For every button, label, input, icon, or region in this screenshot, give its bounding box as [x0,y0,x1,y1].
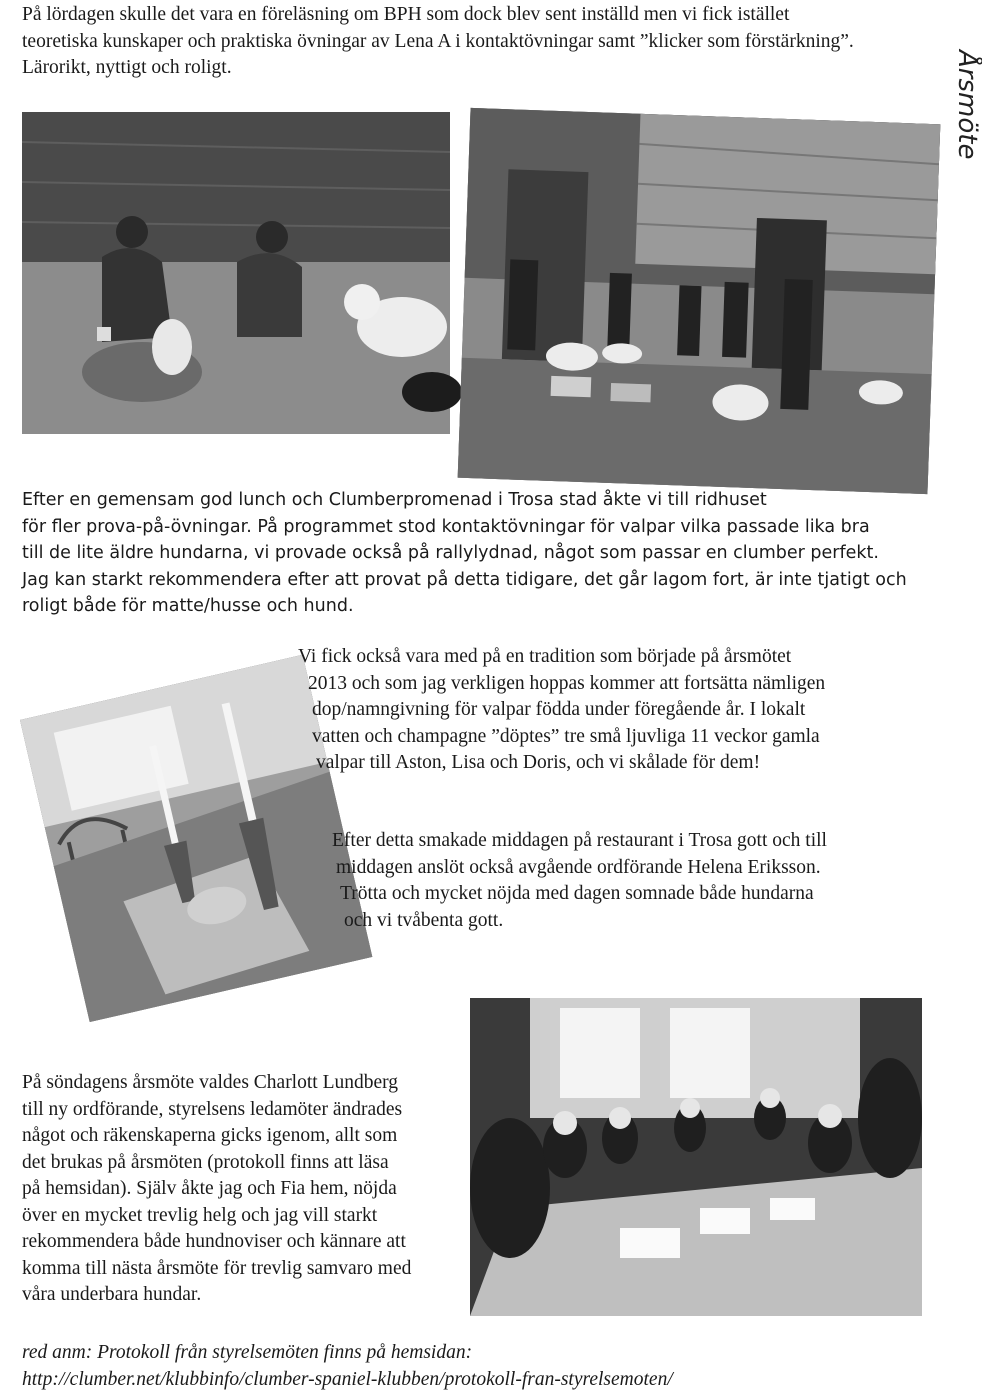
editor-note [22,1340,942,1393]
tradition-line: Vi fick också vara med på en tradition som började på årsmötet [298,646,792,667]
sunday-line: på hemsidan). Själv åkte jag och Fia hem, nöjda [22,1178,397,1199]
lunch-paragraph [22,487,922,620]
dinner-paragraph [332,828,922,934]
tradition-line: vatten och champagne ”döptes” tre små ljuvliga 11 veckor gamla [312,725,820,747]
tradition-line: 2013 och som jag verkligen hoppas kommer att fortsätta nämligen [308,672,826,694]
sunday-line: över en mycket trevlig helg och jag vill starkt [22,1204,378,1226]
intro-paragraph: På lördagen skulle det vara en föreläsning om BPH som dock blev sent inställd men vi fick istället teoretiska kunskaper och praktiska övningar av Lena A i kontaktövningar samt ”klicker som förstärkning”. Lärorikt, nyttigt och roligt. [22,4,854,78]
dinner-line: middagen anslöt också avgående ordförande Helena Eriksson. [336,856,821,878]
sunday-line: rekommendera både hundnoviser och kännare att [22,1231,406,1252]
sunday-paragraph [22,1070,462,1309]
editor-note-text: red anm: Protokoll från styrelsemöten finns på hemsidan: [22,1342,473,1363]
photo-annual-meeting [470,998,922,1316]
sunday-line: komma till nästa årsmöte för trevlig samvaro med [22,1257,412,1279]
sunday-line: det brukas på årsmöten (protokoll finns att läsa [22,1151,389,1173]
sunday-line: våra underbara hundar. [22,1284,202,1305]
dinner-line: Trötta och mycket nöjda med dagen somnade både hundarna [340,883,814,904]
lunch-line: roligt både för matte/husse och hund. [22,596,354,616]
lunch-line: för fler prova-på-övningar. På programmet stod kontaktövningar för valpar vilka passade lika bra [22,516,870,537]
dinner-line: Efter detta smakade middagen på restaurant i Trosa gott och till [332,830,827,851]
tradition-paragraph [298,644,918,777]
photo-puppy-training [22,112,450,434]
tradition-line: valpar till Aston, Lisa och Doris, och vi skålade för dem! [316,752,761,773]
tradition-line: dop/namngivning för valpar födda under föregående år. I lokalt [312,699,806,720]
photo-riding-arena [458,108,941,494]
dinner-line: och vi tvåbenta gott. [344,909,504,931]
sunday-line: På söndagens årsmöte valdes Charlott Lundberg [22,1072,399,1093]
protocol-link[interactable]: http://clumber.net/klubbinfo/clumber-spaniel-klubben/protokoll-fran-styrelsemoten/ [22,1368,673,1390]
sunday-line: till ny ordförande, styrelsens ledamöter ändrades [22,1098,403,1120]
section-label: Årsmöte [952,50,982,160]
lunch-line: Jag kan starkt rekommendera efter att provat på detta tidigare, det går lagom fort, är inte tjatigt och [22,569,907,590]
lunch-line: Efter en gemensam god lunch och Clumberpromenad i Trosa stad åkte vi till ridhuset [22,490,767,510]
sunday-line: något och räkenskaperna gicks igenom, allt som [22,1125,398,1146]
lunch-line: till de lite äldre hundarna, vi provade också på rallylydnad, något som passar en clumber perfekt. [22,543,879,563]
